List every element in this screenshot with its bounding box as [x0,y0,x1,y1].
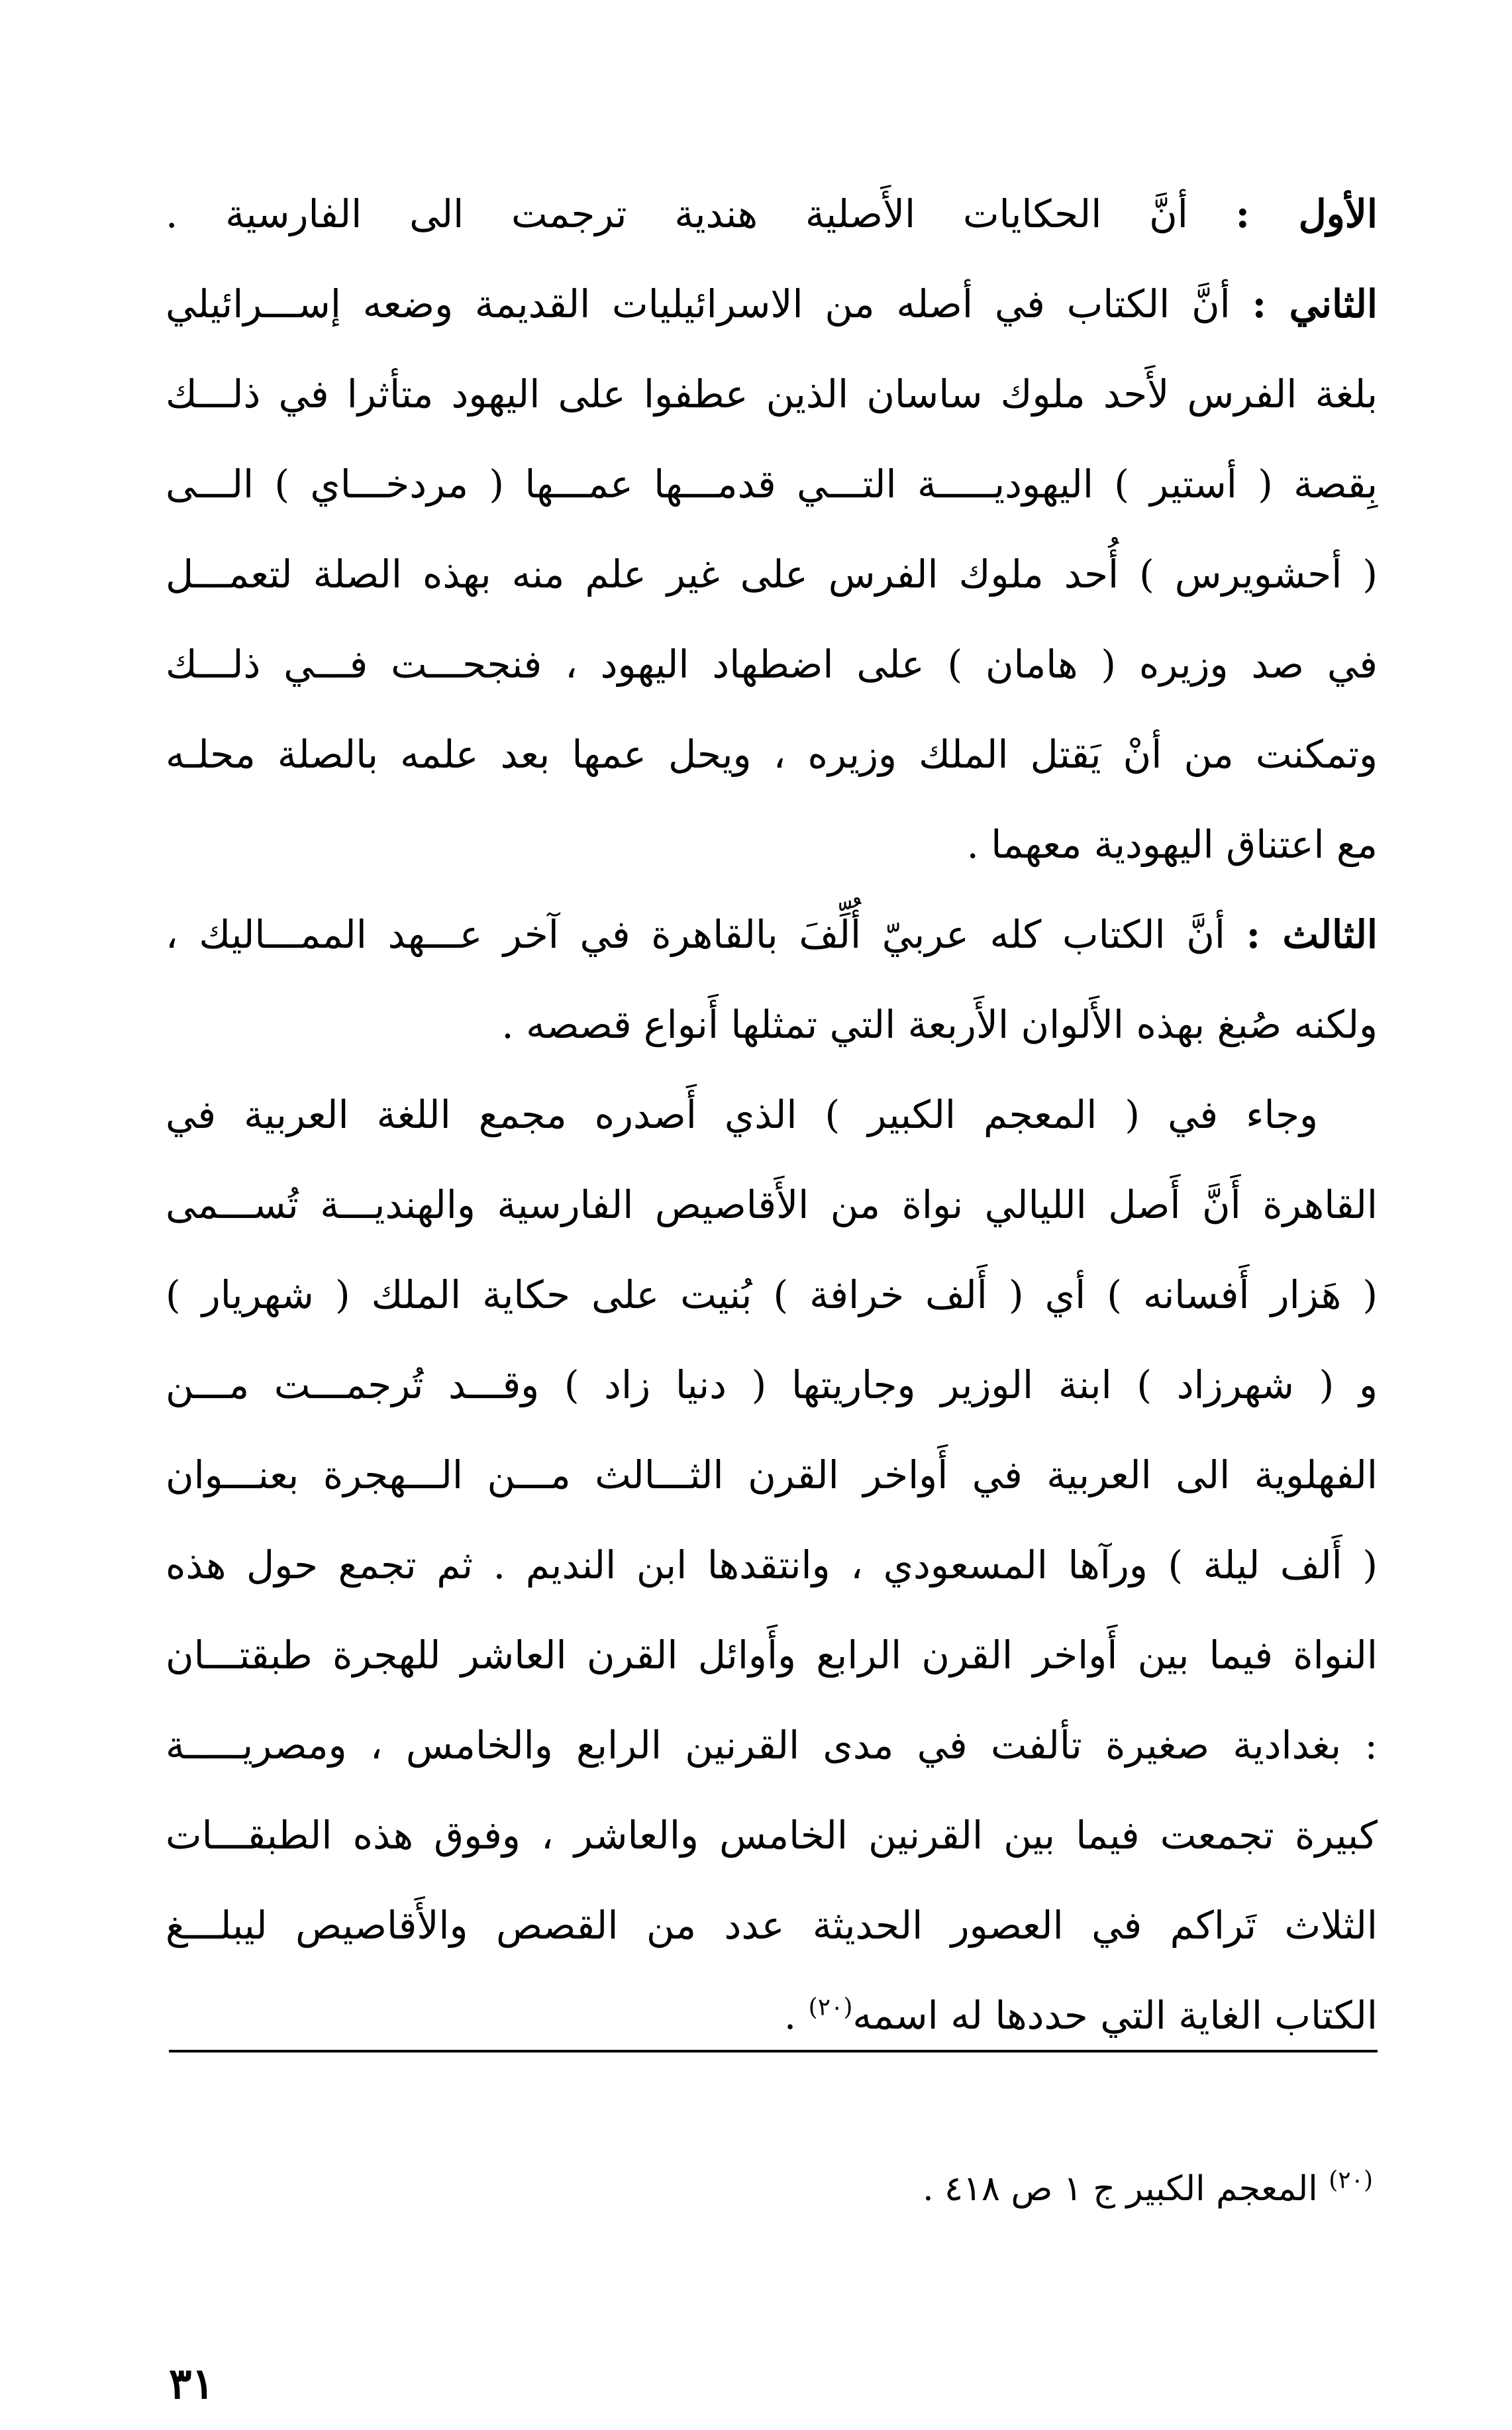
text-line [166,529,1378,619]
line-text: أنَّ الكتاب كله عربيّ أُلِّفَ بالقاهرة في آخر عـــهد الممـــاليك ، [166,912,1225,957]
text-line [166,799,1378,889]
line-text: بلغة الفرس لأَحد ملوك ساسان الذين عطفوا على اليهود متأثرا في ذلـــك [166,372,1378,417]
line-text: أنَّ الكتاب في أصله من الاسرائيليات القديمة وضعه إســـرائيلي [166,281,1231,327]
text-line [166,1700,1378,1790]
text-line [166,619,1378,709]
page-number: ٣١ [169,2359,215,2409]
line-text: كبيرة تجمعت فيما بين القرنين الخامس والعاشر ، وفوق هذه الطبقـــات [166,1813,1378,1858]
line-text: الفهلوية الى العربية في أَواخر القرن الثـــالث مـــن الـــهجرة بعنـــوان [166,1452,1378,1497]
line-tail: . [783,1993,809,2038]
footnote-text: المعجم الكبير ج ١ ص ٤١٨ . [923,2169,1329,2209]
line-text: : بغدادية صغيرة تألفت في مدى القرنين الرابع والخامس ، ومصريـــــة [166,1723,1378,1768]
text-line [166,1610,1378,1700]
line-text: و ( شهرزاد ) ابنة الوزير وجاريتها ( دنيا زاد ) وقـــد تُرجمـــت مـــن [166,1362,1378,1407]
line-text: بِقصة ( أستير ) اليهوديـــــة التـــي قدمـــها عمـــها ( مردخـــاي ) الـــى [166,462,1378,507]
footnote-reference: (٢٠) [808,1994,853,2021]
text-line [166,1070,1378,1160]
footnote-marker: (٢٠) [1329,2166,1373,2194]
line-text: في صد وزيره ( هامان ) على اضطهاد اليهود ، فنجحـــت فـــي ذلـــك [166,642,1378,687]
line-text: أنَّ الحكايات الأَصلية هندية ترجمت الى الفارسية . [166,191,1188,236]
text-line [166,709,1378,799]
line-text: وجاء في ( المعجم الكبير ) الذي أَصدره مجمع اللغة العربية في [166,1092,1318,1137]
line-text: الثلاث تَراكم في العصور الحديثة عدد من القصص والأَقاصيص ليبلـــغ [166,1903,1378,1948]
line-text: وتمكنت من أنْ يَقتل الملك وزيره ، ويحل عمها بعد علمه بالصلة محلـه [166,732,1378,777]
line-text: الكتاب الغاية التي حددها له اسمه [852,1993,1378,2038]
text-line [166,169,1378,259]
text-line [166,1970,1378,2060]
footnote-separator [169,2050,1378,2052]
text-line [166,1790,1378,1880]
line-text: مع اعتناق اليهودية معهما . [966,822,1378,867]
paragraph-lead: الأول : [1235,191,1378,236]
line-text: ( هَزار أَفسانه ) أي ( أَلف خرافة ) بُنيت على حكاية الملك ( شهريار ) [166,1272,1378,1317]
text-line [166,439,1378,529]
text-line [166,1430,1378,1520]
text-line [166,1250,1378,1340]
text-line [166,259,1378,349]
text-line [166,1340,1378,1430]
line-text: النواة فيما بين أَواخر القرن الرابع وأَوائل القرن العاشر للهجرة طبقتـــان [166,1633,1378,1678]
text-line [166,980,1378,1070]
body-text [166,169,1378,2060]
line-text: ولكنه صُبغ بهذه الأَلوان الأَربعة التي تمثلها أَنواع قصصه . [501,1002,1378,1047]
text-line [166,889,1378,980]
text-line [166,349,1378,439]
paragraph-lead: الثاني : [1252,281,1378,327]
text-line [166,1520,1378,1610]
text-line [166,1160,1378,1250]
paragraph-lead: الثالث : [1246,912,1378,957]
line-text: ( أَلف ليلة ) ورآها المسعودي ، وانتقدها ابن النديم . ثم تجمع حول هذه [166,1543,1378,1588]
line-text: القاهرة أَنَّ أَصل الليالي نواة من الأَقاصيص الفارسية والهنديـــة تُســـمى [166,1182,1378,1227]
text-line [166,1880,1378,1970]
footnote [161,2162,1373,2215]
line-text: ( أحشويرس ) أُحد ملوك الفرس على غير علم منه بهذه الصلة لتعمـــل [166,552,1378,597]
